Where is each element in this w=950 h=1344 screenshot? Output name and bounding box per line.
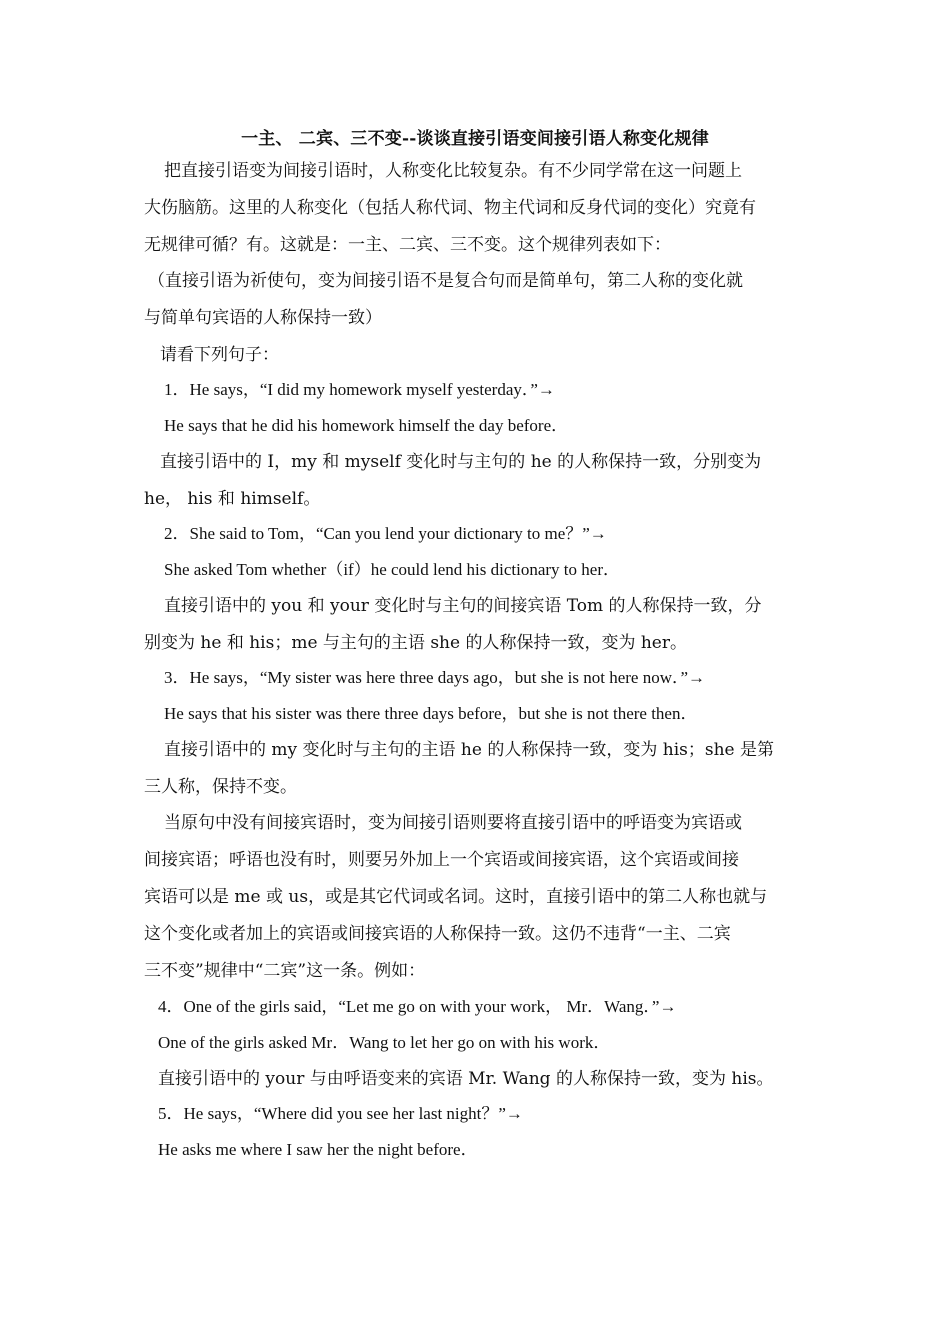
paragraph-line: 大伤脑筋。这里的人称变化（包括人称代词、物主代词和反身代词的变化）究竟有 [144,198,756,218]
example-sentence: 1．He says，“I did my homework myself yesterday．”→ [164,380,555,399]
paragraph-line: 间接宾语；呼语也没有时，则要另外加上一个宾语或间接宾语，这个宾语或间接 [144,850,739,870]
paragraph-line: 三不变”规律中“二宾”这一条。例如： [144,961,426,981]
explanation-line: 三人称，保持不变。 [144,777,297,797]
paragraph-line: 这个变化或者加上的宾语或间接宾语的人称保持一致。这仍不违背“一主、二宾 [144,924,731,944]
paragraph-line: 把直接引语变为间接引语时，人称变化比较复杂。有不少同学常在这一问题上 [164,161,742,181]
explanation-line: 直接引语中的 you 和 your 变化时与主句的间接宾语 Tom 的人称保持一致，分 [164,596,762,616]
example-answer: He says that he did his homework himself the day before． [164,416,569,435]
example-sentence: 4．One of the girls said，“Let me go on with your work， Mr．Wang．”→ [158,997,677,1016]
paragraph-line: 宾语可以是 me 或 us，或是其它代词或名词。这时，直接引语中的第二人称也就与 [144,887,768,907]
example-answer: She asked Tom whether（if）he could lend his dictionary to her． [164,560,620,579]
explanation-line: 别变为 he 和 his；me 与主句的主语 she 的人称保持一致，变为 her。 [144,633,687,653]
paragraph-line: 与简单句宾语的人称保持一致） [144,308,382,328]
document-title: 一主、 二宾、三不变--谈谈直接引语变间接引语人称变化规律 [241,129,709,149]
example-sentence: 3．He says，“My sister was here three days ago，but she is not here now．”→ [164,668,706,687]
example-answer: He asks me where I saw her the night before． [158,1140,478,1159]
explanation-line: 直接引语中的 I，my 和 myself 变化时与主句的 he 的人称保持一致，分别变为 [160,452,762,472]
explanation-line: he， his 和 himself。 [144,489,321,509]
example-answer: He says that his sister was there three days before，but she is not there then． [164,704,698,723]
explanation-line: 直接引语中的 my 变化时与主句的主语 he 的人称保持一致，变为 his；she 是第 [164,740,774,760]
example-sentence: 5．He says，“Where did you see her last night？”→ [158,1104,523,1123]
paragraph-line: 无规律可循？有。这就是：一主、二宾、三不变。这个规律列表如下： [144,235,671,255]
example-answer: One of the girls asked Mr．Wang to let her go on with his work． [158,1033,611,1052]
explanation-line: 直接引语中的 your 与由呼语变来的宾语 Mr. Wang 的人称保持一致，变为 his。 [158,1069,774,1089]
example-sentence: 2．She said to Tom，“Can you lend your dictionary to me？”→ [164,524,607,543]
paragraph-line: 请看下列句子： [160,345,279,365]
paragraph-line: （直接引语为祈使句，变为间接引语不是复合句而是简单句，第二人称的变化就 [148,271,743,291]
paragraph-line: 当原句中没有间接宾语时，变为间接引语则要将直接引语中的呼语变为宾语或 [164,813,742,833]
